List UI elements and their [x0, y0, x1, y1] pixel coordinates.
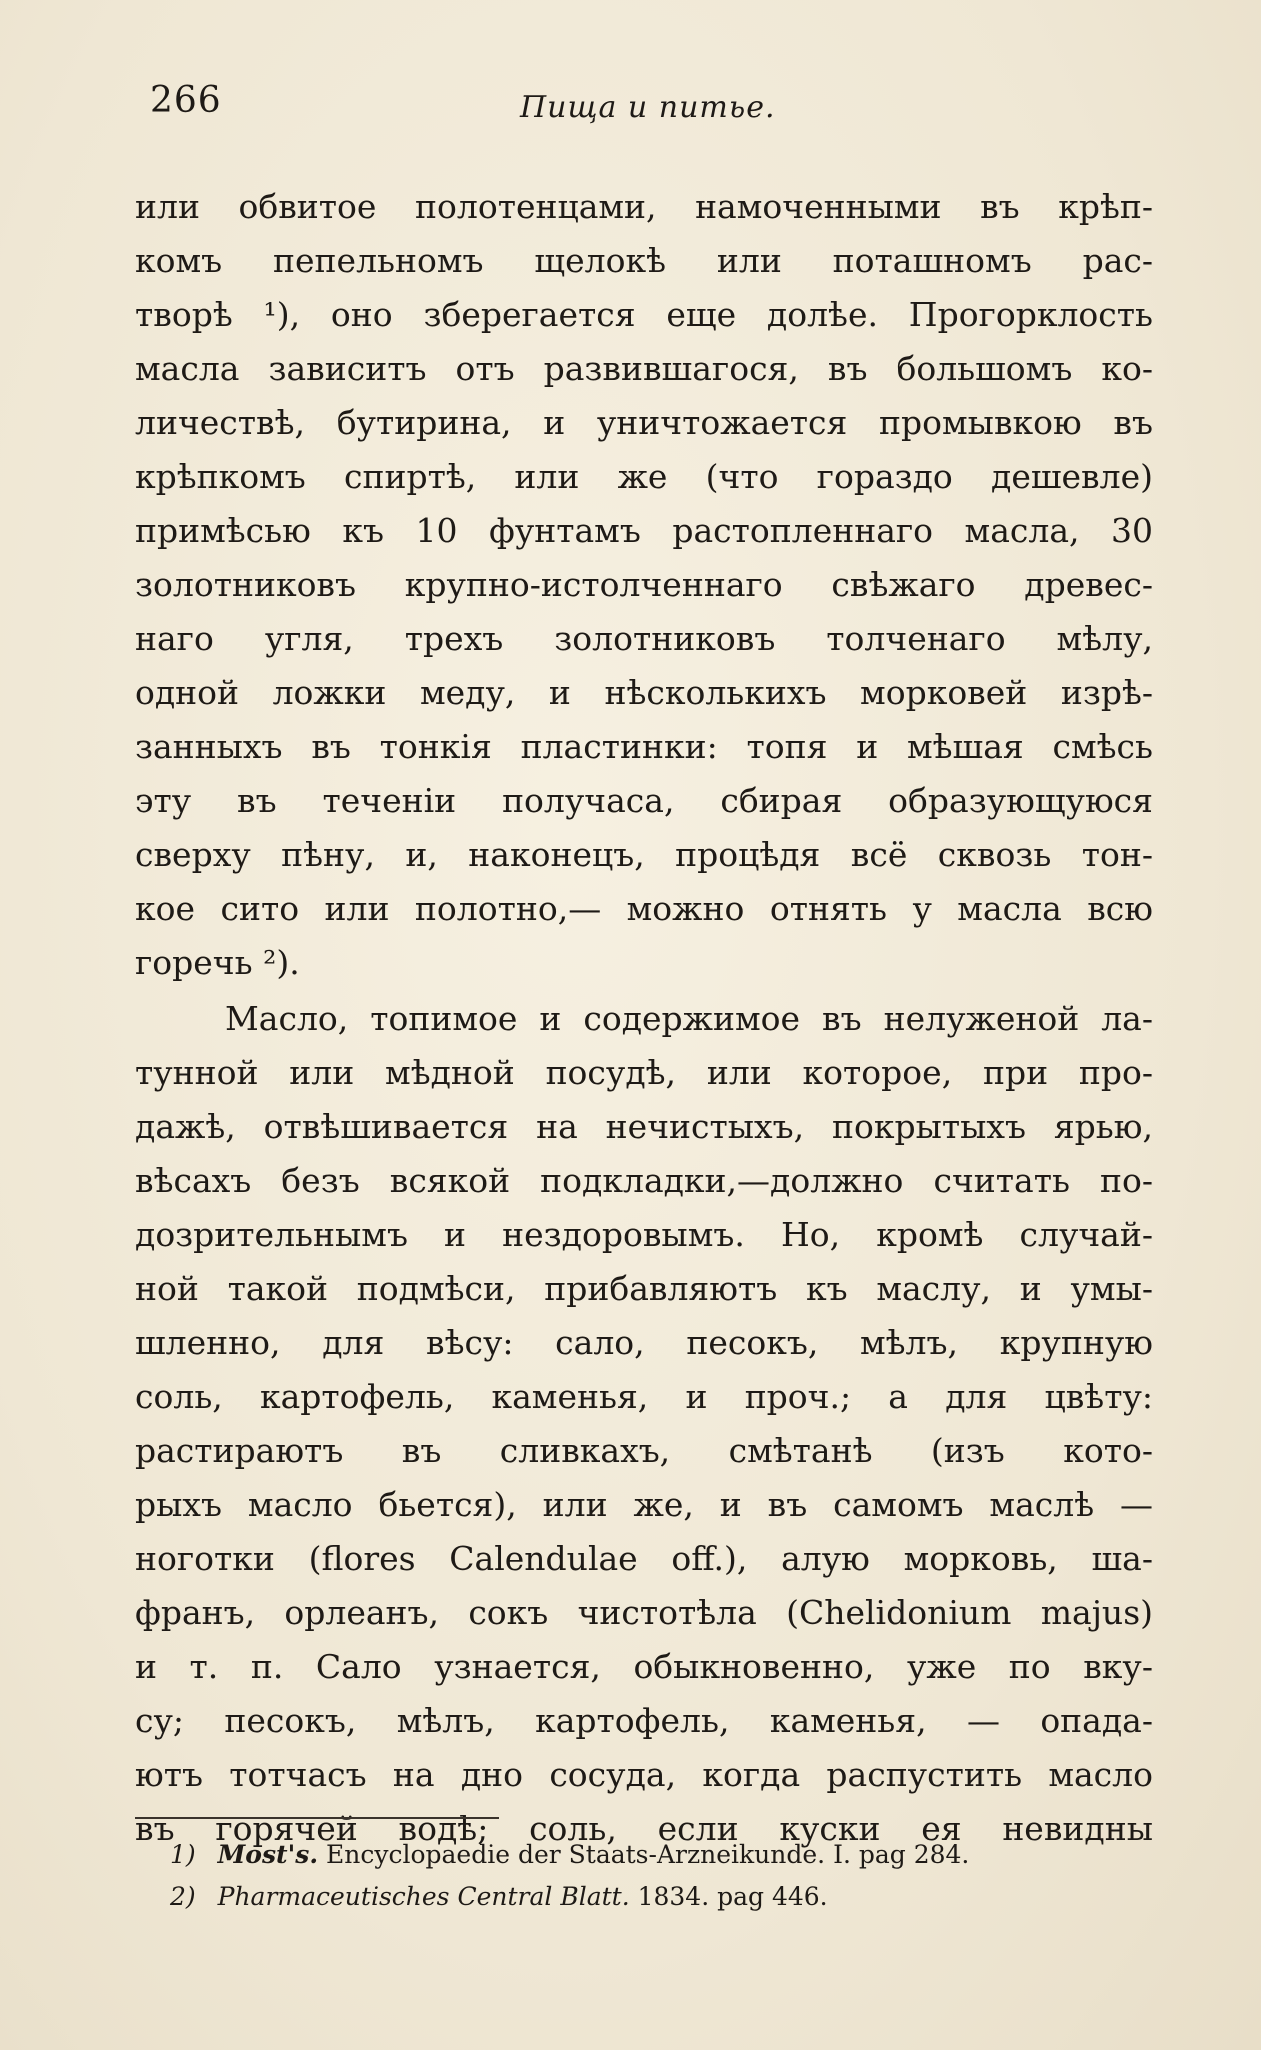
text-line: су; песокъ, мѣлъ, картофель, каменья, — опада-: [135, 1701, 1153, 1740]
paragraph-first-line: Масло, топимое и содержимое въ нелуженой ла-: [225, 999, 1153, 1038]
text-line: ютъ тотчасъ на дно сосуда, когда распустить масло: [135, 1755, 1153, 1794]
footnote-1: [170, 1838, 1070, 1872]
text-line: растираютъ въ сливкахъ, смѣтанѣ (изъ кото-: [135, 1431, 1153, 1470]
footnote-title: Encyclopaedie der Staats-Arzneikunde.: [325, 1840, 826, 1869]
text-line: одной ложки меду, и нѣсколькихъ морковей изрѣ-: [135, 673, 1153, 712]
text-line: дажѣ, отвѣшивается на нечистыхъ, покрытыхъ ярью,: [135, 1107, 1153, 1146]
footnote-mark: 2): [170, 1882, 196, 1911]
text-line: шленно, для вѣсу: сало, песокъ, мѣлъ, крупную: [135, 1323, 1153, 1362]
running-title: Пища и питье.: [520, 90, 776, 125]
text-line: франъ, орлеанъ, сокъ чистотѣла (Chelidonium majus): [135, 1593, 1153, 1632]
text-line: ноготки (flores Calendulae off.), алую морковь, ша-: [135, 1539, 1153, 1578]
text-line: въ горячей водѣ; соль, если куски ея невидны: [135, 1809, 1153, 1848]
text-line: эту въ теченіи получаса, сбирая образующуюся: [135, 781, 1153, 820]
text-line: сверху пѣну, и, наконецъ, процѣдя всё сквозь тон-: [135, 835, 1153, 874]
footnote-ref: 1834. pag 446.: [637, 1882, 828, 1911]
text-line: дозрительнымъ и нездоровымъ. Но, кромѣ случай-: [135, 1215, 1153, 1254]
text-line: масла зависитъ отъ развившагося, въ большомъ ко-: [135, 349, 1153, 388]
text-line: наго угля, трехъ золотниковъ толченаго мѣлу,: [135, 619, 1153, 658]
text-line: вѣсахъ безъ всякой подкладки,—должно считать по-: [135, 1161, 1153, 1200]
text-line: личествѣ, бутирина, и уничтожается промывкою въ: [135, 403, 1153, 442]
footnote-mark: 1): [170, 1840, 196, 1869]
text-line: тунной или мѣдной посудѣ, или которое, при про-: [135, 1053, 1153, 1092]
text-line: комъ пепельномъ щелокѣ или поташномъ рас-: [135, 241, 1153, 280]
text-line: золотниковъ крупно-истолченнаго свѣжаго древес-: [135, 565, 1153, 604]
text-line: творѣ ¹), оно зберегается еще долѣе. Прогорклость: [135, 295, 1153, 334]
text-line: примѣсью къ 10 фунтамъ растопленнаго масла, 30: [135, 511, 1153, 550]
text-line: горечь ²).: [135, 943, 300, 982]
text-line: занныхъ въ тонкія пластинки: топя и мѣшая смѣсь: [135, 727, 1153, 766]
page-number: 266: [150, 80, 222, 121]
footnote-author: Most's.: [217, 1840, 319, 1869]
text-line: или обвитое полотенцами, намоченными въ крѣп-: [135, 187, 1153, 226]
footnote-2: [170, 1880, 1070, 1914]
footnote-ref: I. pag 284.: [833, 1840, 970, 1869]
text-line: и т. п. Сало узнается, обыкновенно, уже по вку-: [135, 1647, 1153, 1686]
footnote-title: Pharmaceutisches Central Blatt.: [217, 1882, 630, 1911]
text-line: кое сито или полотно,— можно отнять у масла всю: [135, 889, 1153, 928]
text-line: рыхъ масло бьется), или же, и въ самомъ маслѣ —: [135, 1485, 1153, 1524]
text-line: крѣпкомъ спиртѣ, или же (что гораздо дешевле): [135, 457, 1153, 496]
text-line: ной такой подмѣси, прибавляютъ къ маслу, и умы-: [135, 1269, 1153, 1308]
text-line: соль, картофель, каменья, и проч.; а для цвѣту:: [135, 1377, 1153, 1416]
footnote-separator: [135, 1817, 499, 1819]
